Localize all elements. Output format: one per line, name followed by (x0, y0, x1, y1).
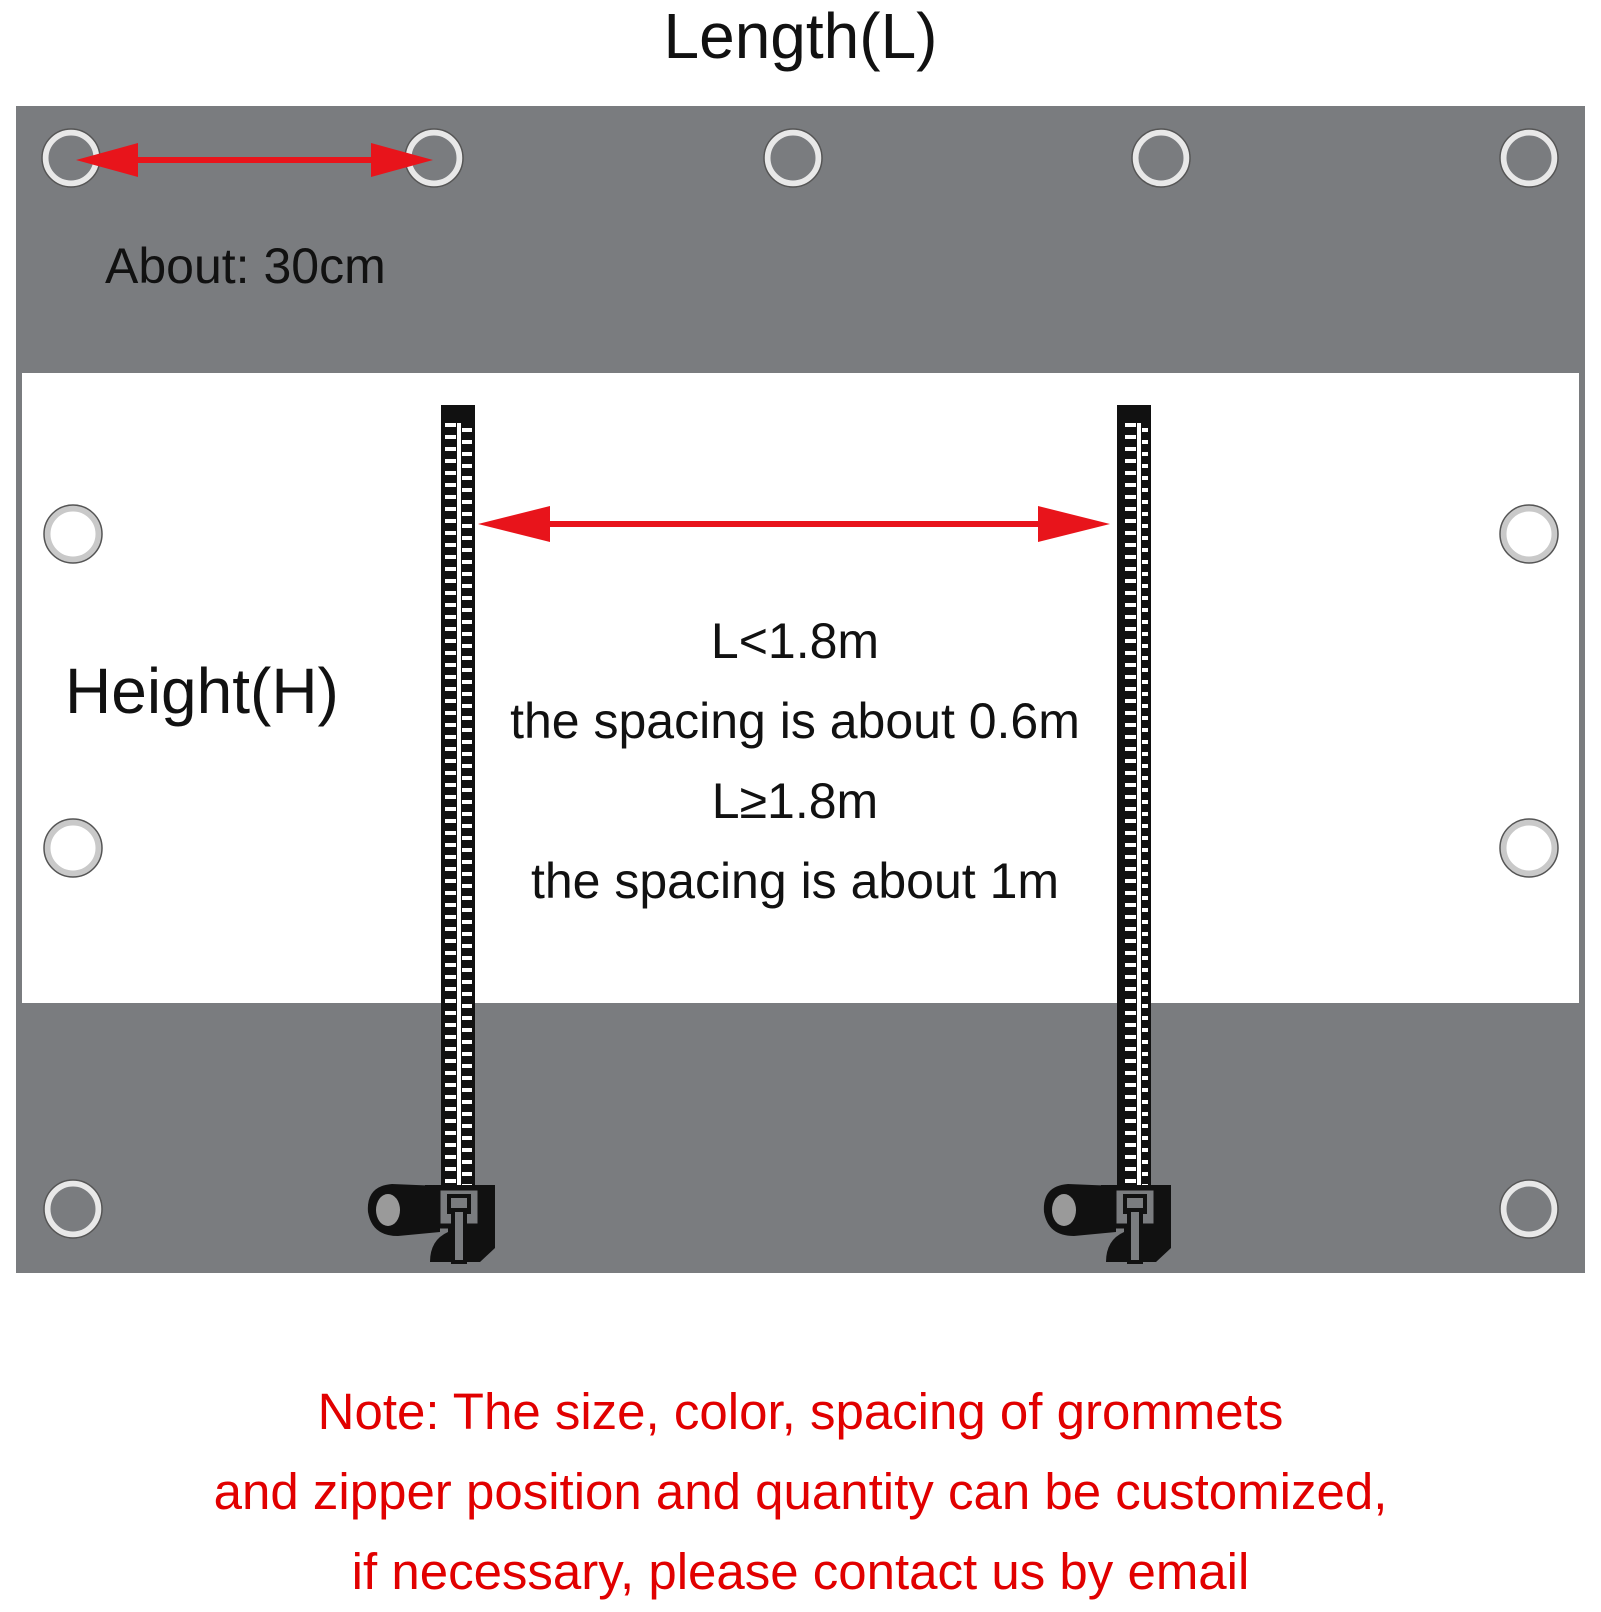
bottom-band (16, 1003, 1585, 1273)
zipper-rule-1-text: the spacing is about 0.6m (510, 693, 1080, 749)
note-line-3: if necessary, please contact us by email (351, 1543, 1250, 1600)
grommet-icon (1500, 129, 1558, 187)
grommet-icon (1132, 129, 1190, 187)
grommet-icon (764, 129, 822, 187)
zipper-rule-1-condition: L<1.8m (710, 613, 880, 669)
grommet-icon (1500, 505, 1558, 563)
grommet-icon (44, 819, 102, 877)
customization-note (0, 1372, 1601, 1612)
grommet-icon (44, 505, 102, 563)
zipper-rule-2-condition: L≥1.8m (711, 773, 879, 829)
grommet-icon (1500, 1180, 1558, 1238)
grommet-spacing-label: About: 30cm (105, 238, 386, 294)
note-line-1: Note: The size, color, spacing of grommets (317, 1383, 1284, 1440)
zipper-rule-2-text: the spacing is about 1m (530, 853, 1060, 909)
height-label: Height(H) (65, 655, 339, 727)
length-label: Length(L) (663, 0, 938, 72)
grommet-icon (44, 1180, 102, 1238)
note-line-2: and zipper position and quantity can be customized, (213, 1463, 1388, 1520)
grommet-icon (1500, 819, 1558, 877)
